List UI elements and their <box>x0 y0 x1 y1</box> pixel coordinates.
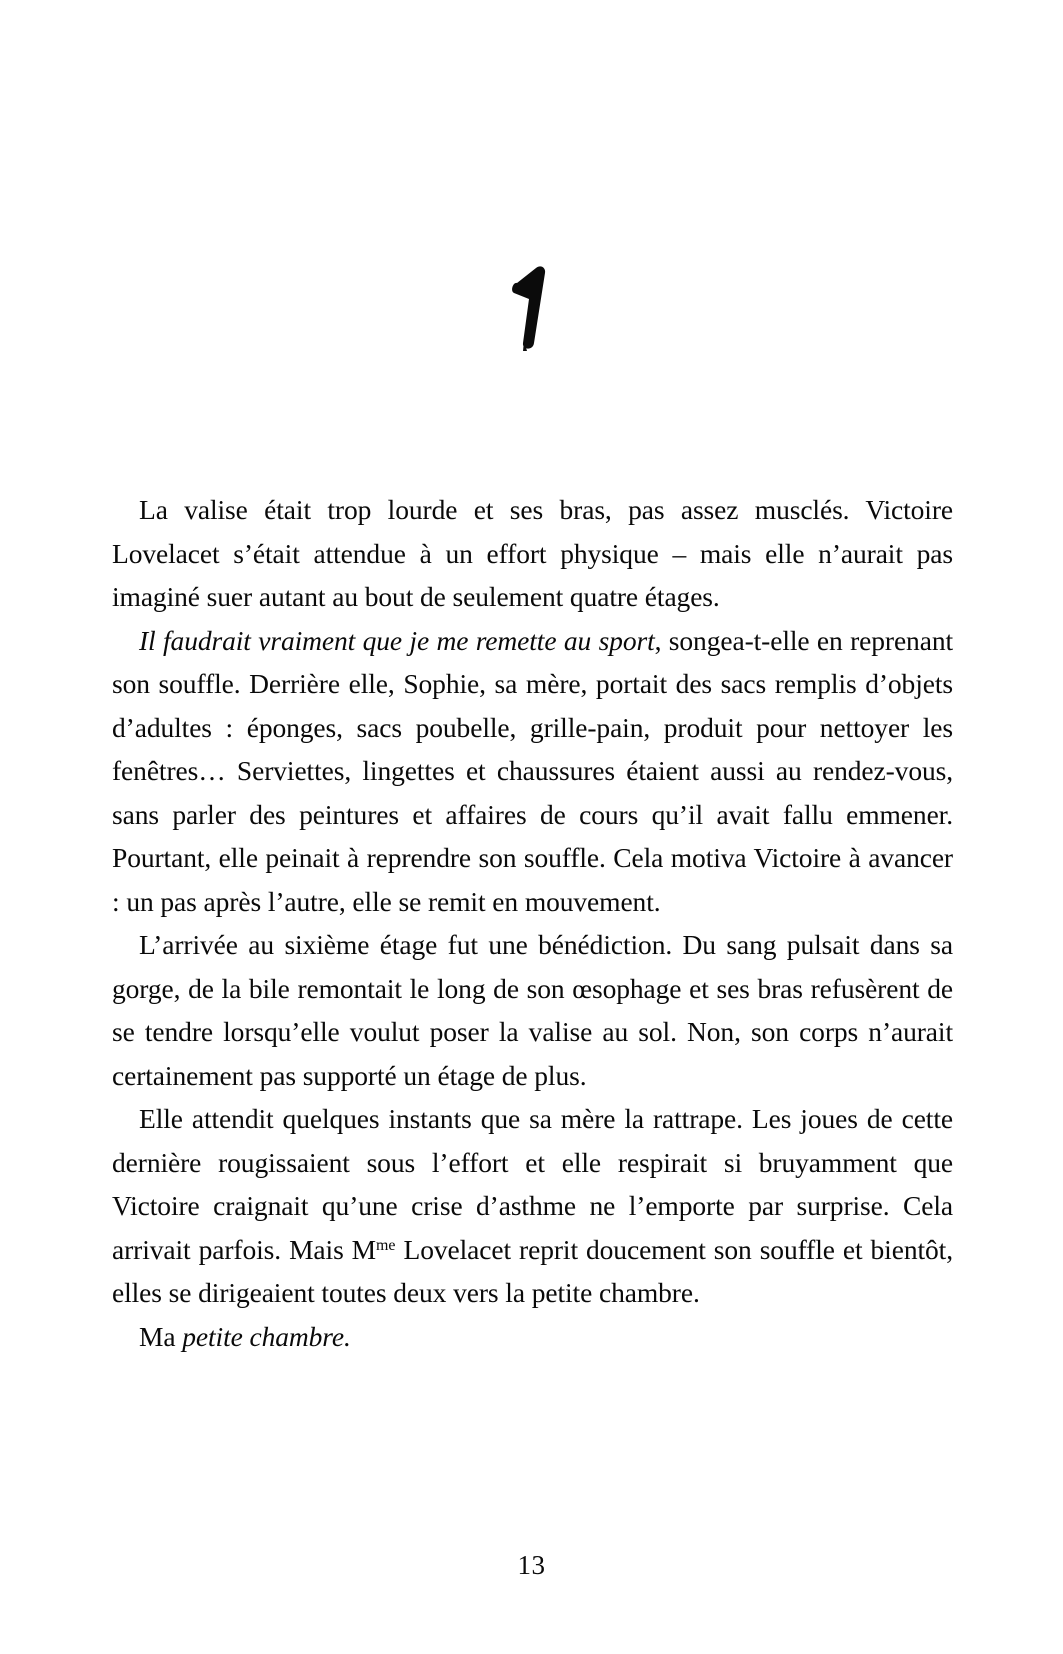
paragraph <box>112 619 953 924</box>
text-segment-superscript: me <box>376 1236 396 1254</box>
paragraph <box>112 923 953 1097</box>
text-segment-italic: petite chambre. <box>182 1320 351 1352</box>
text-segment: Lovelacet reprit doucement son souffle et bientôt, elles se dirigeaient toutes deux vers la petite chambre. <box>112 1233 953 1308</box>
text-segment-italic: Il faudrait vraiment que je me remette au sport <box>139 624 655 656</box>
text-segment: Elle attendit quelques instants que sa mère la rattrape. Les joues de cette dernière rougissaient sous l’effort et elle respirait si bruyamment que Victoire craignait qu’une crise d’asthme ne l’emporte par surprise. Cela arrivait parfois. Mais M <box>112 1103 953 1265</box>
text-segment: , songea-t-elle en reprenant son souffle. Derrière elle, Sophie, sa mère, portait des sacs remplis d’objets d’adultes : éponges, sacs poubelle, grille-pain, produit pour nettoyer les fenêtres… Serviettes, lingettes et chaussures étaient aussi au rendez-vous, sans parler des peintures et affaires de cours qu’il avait fallu emmener. Pourtant, elle peinait à reprendre son souffle. Cela motiva Victoire à avancer : un pas après l’autre, elle se remit en mouvement. <box>112 624 954 917</box>
text-segment: La valise était trop lourde et ses bras, pas assez musclés. Victoire Lovelacet s’était attendue à un effort physique – mais elle n’aurait pas imaginé suer autant au bout de seulement quatre étages. <box>112 494 953 612</box>
chapter-number <box>503 264 553 356</box>
chapter-number-glyph <box>503 264 553 356</box>
text-segment: L’arrivée au sixième étage fut une bénédiction. Du sang pulsait dans sa gorge, de la bile remontait le long de son œsophage et ses bras refusèrent de se tendre lorsqu’elle voulut poser la valise au sol. Non, son corps n’aurait certainement pas supporté un étage de plus. <box>112 929 953 1091</box>
paragraph <box>112 488 953 619</box>
paragraph <box>112 1097 953 1315</box>
text-block <box>112 488 953 1358</box>
paragraph <box>112 1315 953 1359</box>
text-segment: Ma <box>139 1320 183 1352</box>
page-number: 13 <box>517 1550 546 1580</box>
